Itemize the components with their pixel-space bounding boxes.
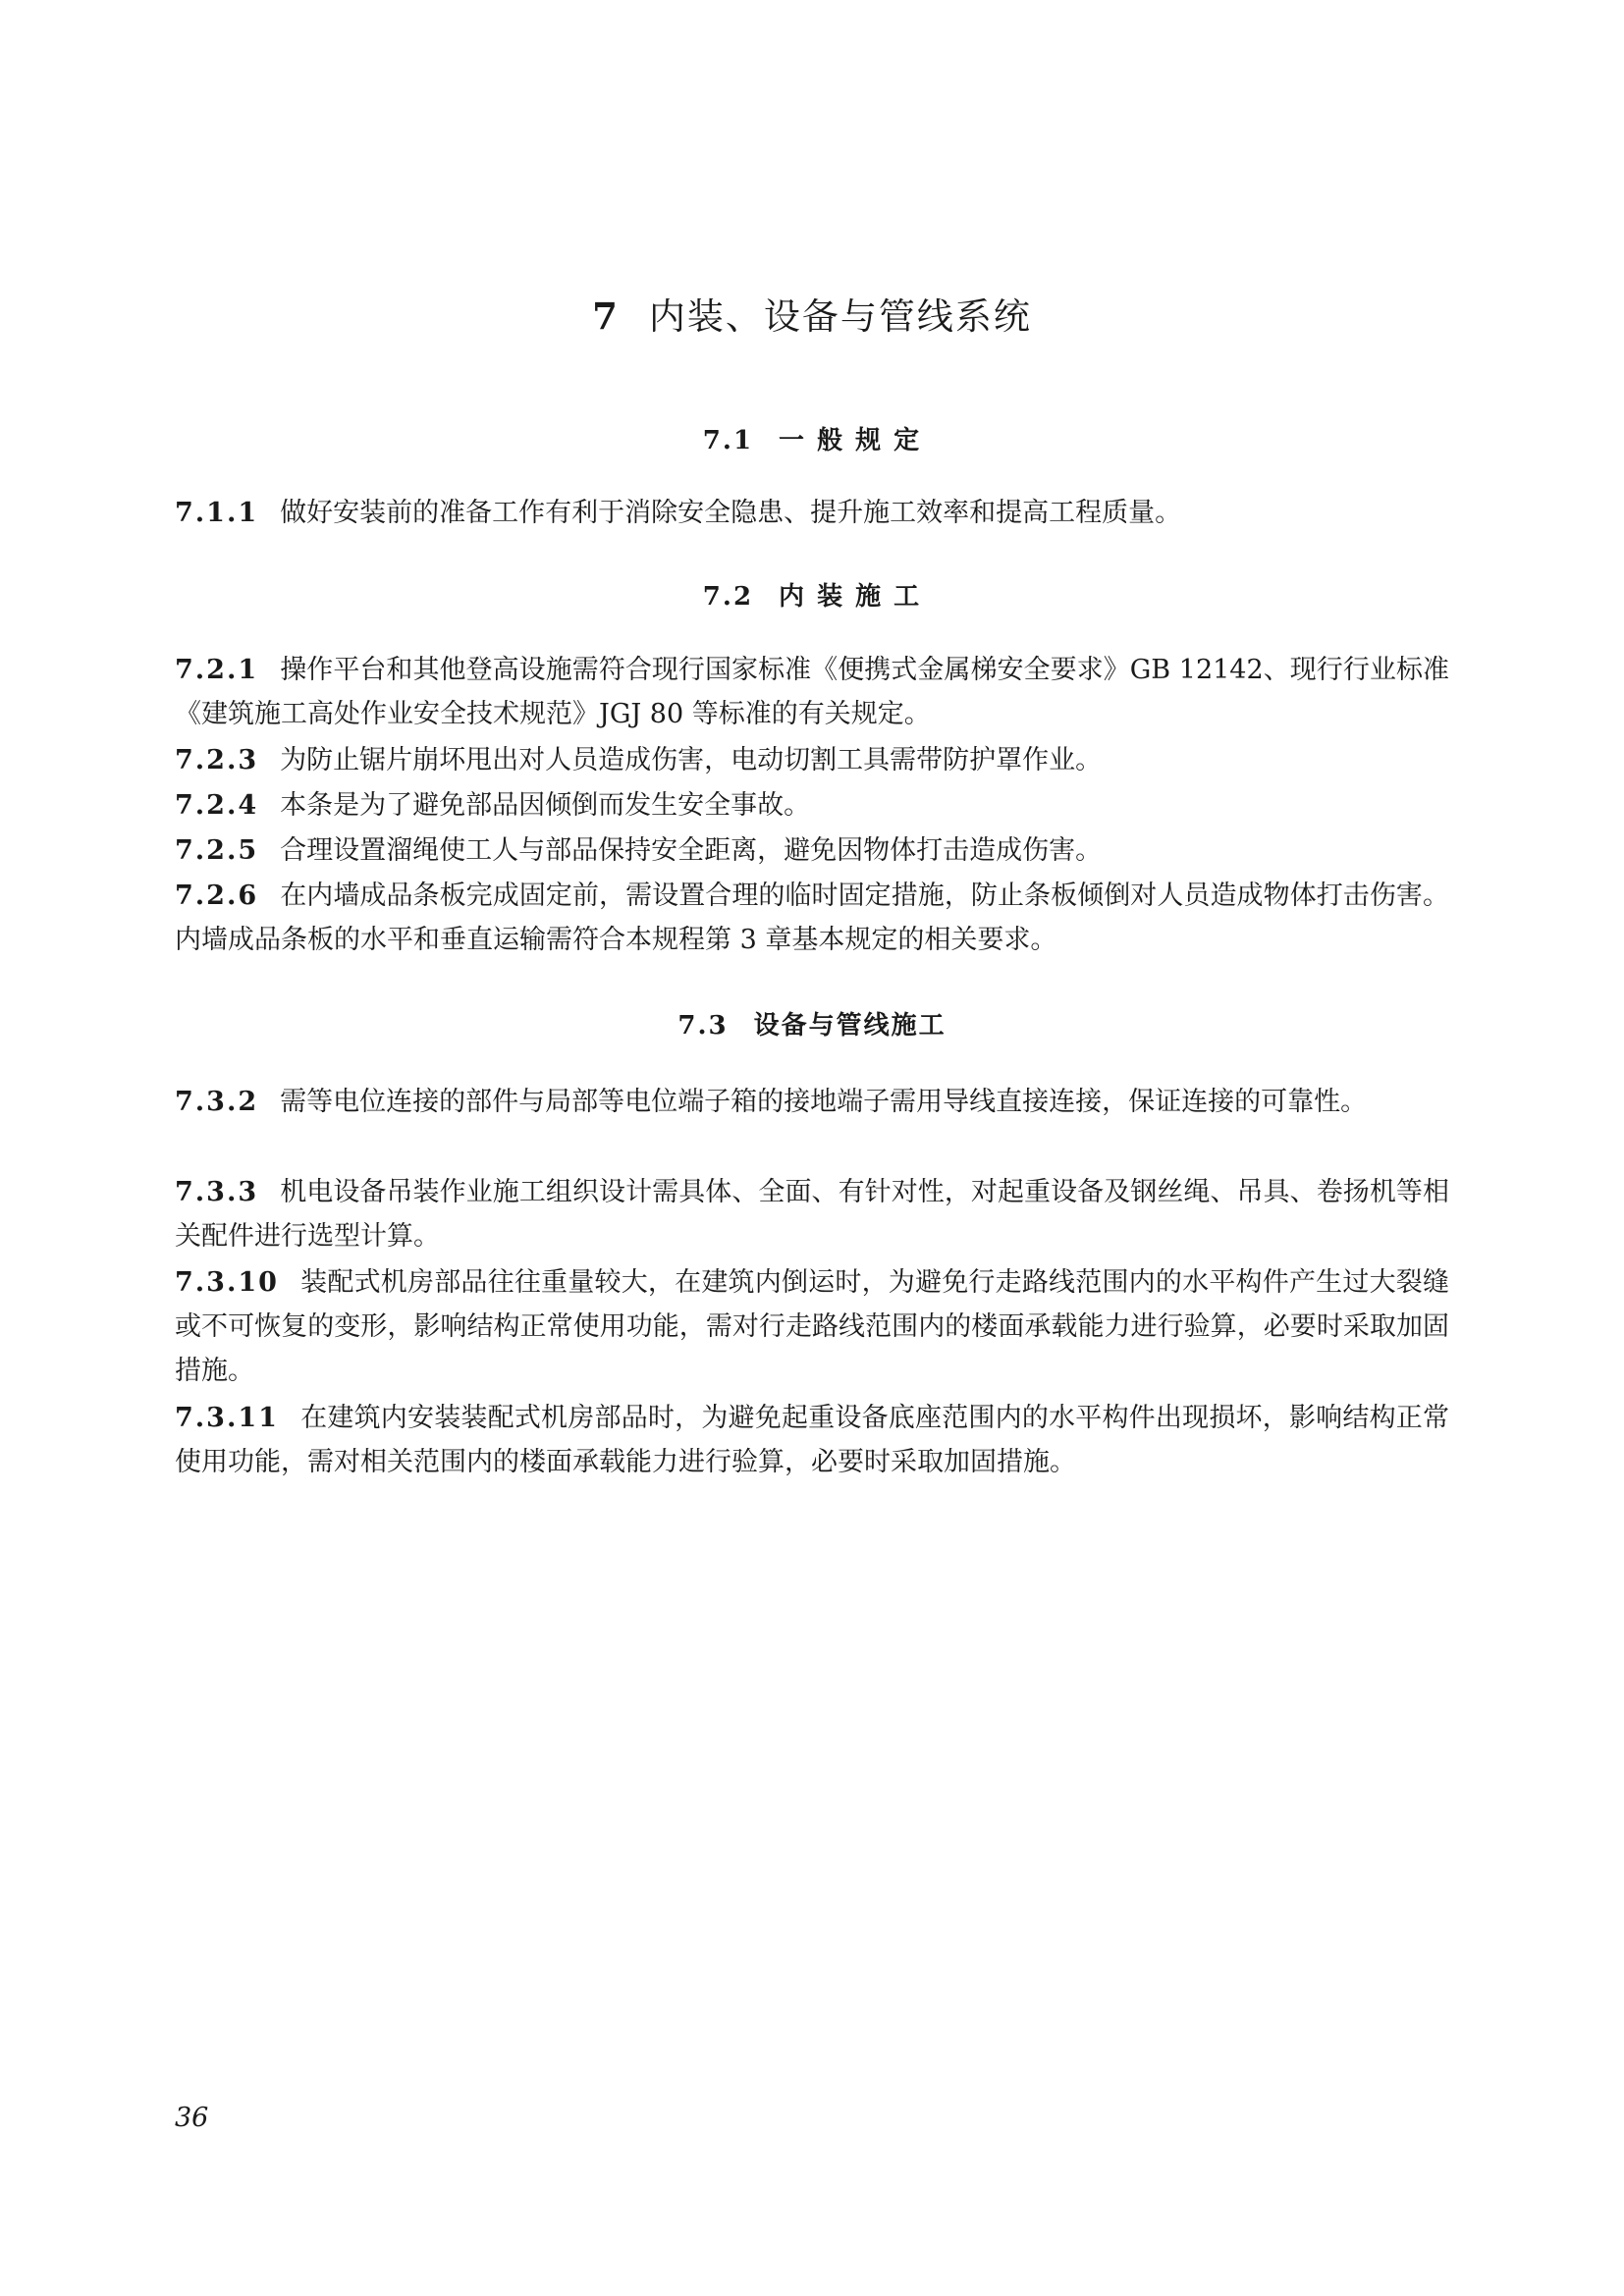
clause-7-2-3 [175,738,1449,782]
clause-text: 操作平台和其他登高设施需符合现行国家标准《便携式金属梯安全要求》GB 12142、现行行业标准《建筑施工高处作业安全技术规范》JGJ 80 等标准的有关规定。 [175,655,1449,729]
chapter-title-text: 内装、设备与管线系统 [648,295,1032,338]
clause-number: 7.3.10 [175,1267,279,1298]
clause-text: 在建筑内安装装配式机房部品时，为避免起重设备底座范围内的水平构件出现损坏，影响结构正常使用功能，需对相关范围内的楼面承载能力进行验算，必要时采取加固措施。 [175,1403,1449,1477]
clause-number: 7.2.4 [175,790,259,821]
section-title-text: 内 装 施 工 [779,582,922,612]
clause-7-3-2 [175,1080,1449,1124]
section-number: 7.2 [702,582,754,612]
section-heading-7-2 [0,576,1624,613]
clause-7-2-4 [175,783,1449,828]
clause-text: 为防止锯片崩坏甩出对人员造成伤害，电动切割工具需带防护罩作业。 [280,745,1103,775]
clause-number: 7.2.1 [175,655,259,685]
clause-number: 7.3.2 [175,1087,259,1117]
clause-7-3-3 [175,1170,1449,1258]
clause-number: 7.2.3 [175,745,259,775]
clause-7-1-1 [175,491,1449,535]
clause-7-3-10 [175,1260,1449,1393]
clause-text: 装配式机房部品往往重量较大，在建筑内倒运时，为避免行走路线范围内的水平构件产生过大裂缝或不可恢复的变形，影响结构正常使用功能，需对行走路线范围内的楼面承载能力进行验算，必要时采取加固措施。 [175,1267,1449,1386]
page-number: 36 [175,2103,209,2133]
clause-7-2-5 [175,828,1449,873]
section-number: 7.3 [677,1011,729,1041]
clause-number: 7.3.11 [175,1403,279,1433]
clause-number: 7.3.3 [175,1177,259,1207]
chapter-number: 7 [592,294,620,338]
clause-7-2-1 [175,648,1449,736]
section-title-text: 一 般 规 定 [779,426,922,455]
section-heading-7-3 [0,1005,1624,1041]
section-heading-7-1 [0,420,1624,456]
section-title-text: 设备与管线施工 [753,1011,947,1041]
clause-text: 合理设置溜绳使工人与部品保持安全距离，避免因物体打击造成伤害。 [280,835,1103,866]
clause-text: 需等电位连接的部件与局部等电位端子箱的接地端子需用导线直接连接，保证连接的可靠性。 [280,1087,1368,1117]
section-number: 7.1 [702,426,754,455]
clause-text: 在内墙成品条板完成固定前，需设置合理的临时固定措施，防止条板倾倒对人员造成物体打击伤害。内墙成品条板的水平和垂直运输需符合本规程第 3 章基本规定的相关要求。 [175,881,1449,955]
clause-number: 7.1.1 [175,498,259,528]
clause-text: 本条是为了避免部品因倾倒而发生安全事故。 [280,790,811,821]
clause-text: 机电设备吊装作业施工组织设计需具体、全面、有针对性，对起重设备及钢丝绳、吊具、卷扬机等相关配件进行选型计算。 [175,1177,1449,1252]
clause-number: 7.2.6 [175,881,259,911]
clause-text: 做好安装前的准备工作有利于消除安全隐患、提升施工效率和提高工程质量。 [280,498,1182,528]
chapter-title [0,287,1624,340]
clause-7-3-11 [175,1396,1449,1484]
clause-7-2-6 [175,874,1449,962]
clause-number: 7.2.5 [175,835,259,866]
